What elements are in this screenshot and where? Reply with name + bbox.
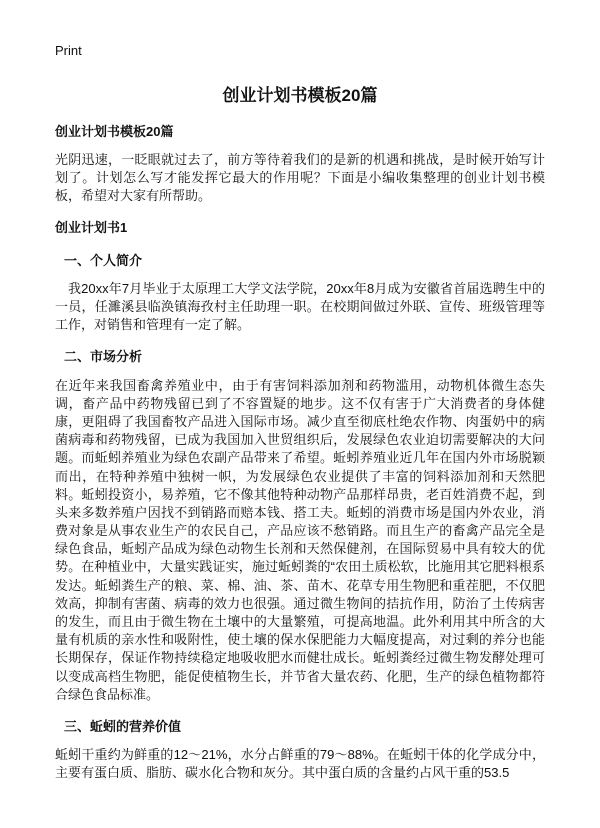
- nutrition-value-paragraph: 蚯蚓干重约为鲜重的12～21%，水分占鲜重的79～88%。在蚯蚓干体的化学成分中，主要有蛋白质、脂肪、碳水化合物和灰分。其中蛋白质的含量约占风干重的53.5: [55, 747, 545, 781]
- section-heading-market-analysis: 二、市场分析: [64, 349, 143, 365]
- section-heading-nutrition-value: 三、蚯蚓的营养价值: [64, 718, 182, 734]
- intro-paragraph: 光阴迅速，一眨眼就过去了，前方等待着我们的是新的机遇和挑战，是时候开始写计划了。计划怎么写才能发挥它最大的作用呢？下面是小编收集整理的创业计划书模板，希望对大家有所帮助。: [55, 151, 545, 204]
- document-subtitle: 创业计划书模板20篇: [55, 123, 174, 139]
- market-analysis-paragraph: 在近年来我国畜禽养殖业中，由于有害饲料添加剂和药物滥用，动物机体微生态失调，畜产品中药物残留已到了不容置疑的地步。这不仅有害于广大消费者的身体健康，更阻碍了我国畜牧产品进入国际市场。减少直至彻底杜绝农作物、肉蛋奶中的病菌病毒和药物残留，已成为我国加入世贸组织后，发展绿色农业迫切需要解决的大问题。而蚯蚓养殖业为绿色农副产品带来了希望。蚯蚓养殖业近几年在国内外市场脱颖而出，在特种养殖中独树一帜，为发展绿色农业提供了丰富的饲料添加剂和天然肥料。蚯蚓投资小，易养殖，它不像其他特种动物产品那样昂贵，老百姓消费不起，到头来多数养殖户因找不到销路而赔本钱、搭工夫。蚯蚓的消费市场是国内外农业，消费对象是从事农业生产的农民自己，产品应该不愁销路。而且生产的畜禽产品完全是绿色食品，蚯蚓产品成为绿色动物生长剂和天然保健剂，在国际贸易中具有较大的优势。在种植业中，大量实践证实，施过蚯蚓粪的“农田土质松软，比施用其它肥料根系发达。蚯蚓粪生产的粮、菜、棉、油、茶、苗木、花草专用生物肥和重茬肥，不仅肥效高，抑制有害菌、病毒的效力也很强。通过微生物间的拮抗作用，防治了土传病害的发生，而且由于微生物在土壤中的大量繁殖，可提高地温。此外利用其中所含的大量有机质的亲水性和吸附性，使土壤的保水保肥能力大幅度提高，对过剩的养分也能长期保存，保证作物持续稳定地吸收肥水而健壮成长。蚯蚓粪经过微生物发酵处理可以变成高档生物肥，能促使植物生长，并节省大量农药、化肥，生产的绿色植物都符合绿色食品标准。: [55, 377, 545, 702]
- document-title: 创业计划书模板20篇: [222, 85, 378, 105]
- section-heading-plan-1: 创业计划书1: [55, 220, 128, 236]
- section-heading-personal-profile: 一、个人简介: [64, 252, 143, 268]
- print-button[interactable]: Print: [55, 43, 82, 58]
- personal-profile-paragraph: 我20xx年7月毕业于太原理工大学文法学院，20xx年8月成为安徽省首届选聘生中的一员，任濉溪县临涣镇海孜村主任助理一职。在校期间做过外联、宣传、班级管理等工作，对销售和管理有一定了解。: [55, 280, 545, 333]
